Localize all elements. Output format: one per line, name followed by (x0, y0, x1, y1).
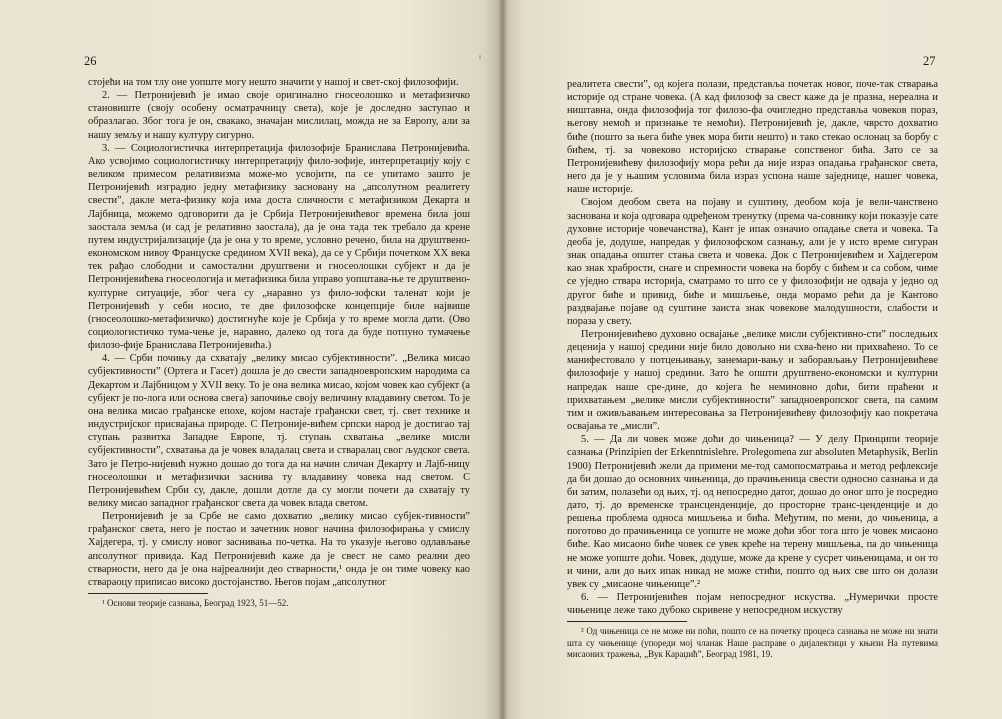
paragraph: 6. — Петронијевићев појам непосредног искуства. „Нумерички просте чињенице леже тако дубоко скривене у непосредном искуству (567, 592, 938, 617)
paragraph: реалитета свести”, од којега полази, представља почетак новог, поче-так стварања историје од стране човека. (А кад филозоф за свест каже да је празна, нереална и ништавна, онда филозофија тог филозо-фа очигледно представља човеков пораз, његову немоћ и признање те немоћи). Петронијевић је, дакле, чврсто дохватио биће (пошто за њега биће увек мора бити нешто) и тако стекао ослонац за борбу с бићем, тј. за човеково историјско стварање сопственог бића. Зато се за Петронијевићеву филозофију мора рећи да није израз опадања грађанског света, него да је у њашим условима била израз успона наше заједнице, нашег човека, наше историје. (567, 79, 938, 196)
footnote: ² Од чињеница се не може ни поћи, пошто се на почетку процеса сазнања не може ни знати шта су чињенице (упореди мој чланак Наше расправе о дијалектици у књизи На путевима мисаоних тражења, „Вук Караџић”, Београд 1981, 19. (567, 626, 938, 660)
footnote-rule (567, 621, 687, 622)
right-page-text (567, 78, 938, 661)
paragraph: стојећи на том тлу оне уопште могу нешто значити у нашој и свет-ској филозофији. (88, 77, 459, 88)
paragraph: 5. — Да ли човек може доћи до чињеница? — У делу Принципи теорије сазнања (Prinzipien der Erkenntnislehre. Prolegomena zur absoluten Metaphysik, Berlin 1900) Петронијевић жели да примени ме-тод самопосматрања и метод рефлексије да би дошао до основних чињеница, до прачињеница свести односно сазнања и да би затим, полазећи од њих, тј. од непосредно датог, дошао до оног што је посредно дато, тј. до временске трансценденције, до просторне транс-ценденције и до решења проблема односа мишљења и бића. Међутим, по мени, до чињеница, а поготово до прачињеница се уопште не може доћи због тога што је човек мисаоно биће. Као мисаоно биће човек се увек креће на терену мишљења, па до чињеница не може уопште доћи. Човек, додуше, може да крене у сусрет чињеницама, и он то и чини, али до њих ипак никад не може стићи, пошто од њих све што он долази увек су „мисаоне чињенице”.² (567, 434, 938, 590)
page-number: 26 (84, 54, 97, 68)
paragraph: Петронијевић је за Србе не само дохватио „велику мисао субјек-тивности” грађанског света, него је постао и зачетник новог начина филозофирања у смислу Хајдегера, тј. у смислу новог заснивања по-четка. На то указује његово одлављање апсолутног привида. Кад Петронијевић каже да је свест не само реални део стварности, него да је она најреалнији део стварности,¹ онда је он тиме човеку као ствараоцу приписао високо достојанство. Његов појам „апсолутног (88, 511, 470, 588)
paragraph: Петронијевићево духовно освајање „велике мисли субјективно-сти” последњих деценија у нашој средини није било довољно ни схва-ћено ни прихваћено. То се манифестовало у потцењивању, занемари-вању и заборављању Петронијевићеве филозофије у нашој средини. Зато ће општи друштвено-економски и културни напредак наше сре-дине, до којега ће неминовно доћи, бити праћени и прихватањем „велике мисли субјективности” западноевропског света, па самим тим и оживљавањем интересовања за Петронијевићеву филозофију као покретача освајања те „мисли”. (567, 328, 938, 433)
footnote: ¹ Основи теорије сазнања, Београд 1923, 51—52. (102, 598, 289, 609)
paragraph: 2. — Петронијевић је имао своје оригинално гносеолошко и метафизичко становиште (своју особену осматрачницу света), које је доследно заступао и образлагао. Због тога је он, свакако, значајан мислилац, можда не за Европу, али за нашу земљу и нашу културу сигурно. (88, 90, 470, 141)
page-mark (479, 55, 481, 59)
paragraph: Својом деобом света на појаву и суштину, деобом која је вели-чанствено заснована и која одговара одређеном тренутку (према ча-совнику који показује сате духовне историје човечанства), Кант је ипак означио опадање света и човека. Та деоба је, додуше, напредак у филозофском сазнању, али је у исто време сигуран знак опадања општег стања света и човека. Док с Петронијевићем и Хајдегером као знак храбрости, снаге и спремности човека на борбу с бићем и са собом, чиме се уједно ствара историја, сматрамо то што се у филозофији не одваја у једно од другог биће и привид, биће и мишљење, онда морамо рећи да је Кантово раздвајање појаве од суштине заиста знак човекове малодушности, слабости и пораза у свету. (567, 197, 938, 327)
left-page-text (88, 76, 470, 610)
paragraph: 4. — Срби почињу да схватају „велику мисао субјективности”. „Велика мисао субјективности” (Ортега и Гасет) дошла је до свести западноевропским народима са Декартом и Лајбницом у XVII веку. То је она велика мисао, којом човек као субјект (а субјект је по-лога или основа свега) започиње своју величину владавину светом. То је она велика мисао грађанске епохе, којом настаје грађански свет, тј. свет технике и индустријског присвајања природе. С Петроније-вићем српски народ је достигао тај ступањ развитка Западне Европе, тј. ступањ схватања „велике мисли субјективности”, схватања да је човек владалац света и стваралац свог људског света. Зато је Петро-нијевић нужно дошао до тога да на начин сличан Декарту и Лајб-ницу гносеолошки и метафизички заснива ту владавину човека над светом. С Петронијевићем Срби су, дакле, дошли дотле да су могли почети да схватају ту велику мисао западног грађанског света да човек влада светом. (88, 353, 470, 509)
footnote-rule (88, 593, 208, 594)
right-page (503, 0, 1002, 719)
page-number: 27 (923, 54, 936, 68)
paragraph: 3. — Социологистичка интерпретација филозофије Бранислава Петронијевића. Ако усвојимо социологистичку интерпретацију фило-зофије, интерпретацију коју с великом примесом релативизма може-мо усвојити, па се упитамо зашто је Петронијевић изградио једну метафизику засновану на „апсолутном реалитету свести”, дакле мета-физику која има доста сличности с метафизиком Декарта и Лајбница, можемо одговорити да је Србија Петронијевићевог времена била још заостала земља (и сад је релативно заостала), да је она тада тек требало да крене путем индустријализације (да је она у то време, условно речено, била на друштвено-економском нивоу Француске средином XVII века), да се у Србији почетком XX века тек рађао слободни и самостални друштвени и гносеолошки субјект и да је Петронијевићева гносеологија и метафизика била управо уопштава-ње те друштвено-културне ситуације, због чега су „наравно уз фило-зофски таленат који је Петронијевић у себи носио, те две филозофске концепције биле највише (гносеолошко-метафизичко) достигнуће које је Србија у то време могла дати. (Ово социологистичко тума-чење је, наравно, далеко од тога да буде потпуно тумачење филозо-фије Бранислава Петронијевића.) (88, 142, 470, 352)
book-gutter (498, 0, 508, 719)
